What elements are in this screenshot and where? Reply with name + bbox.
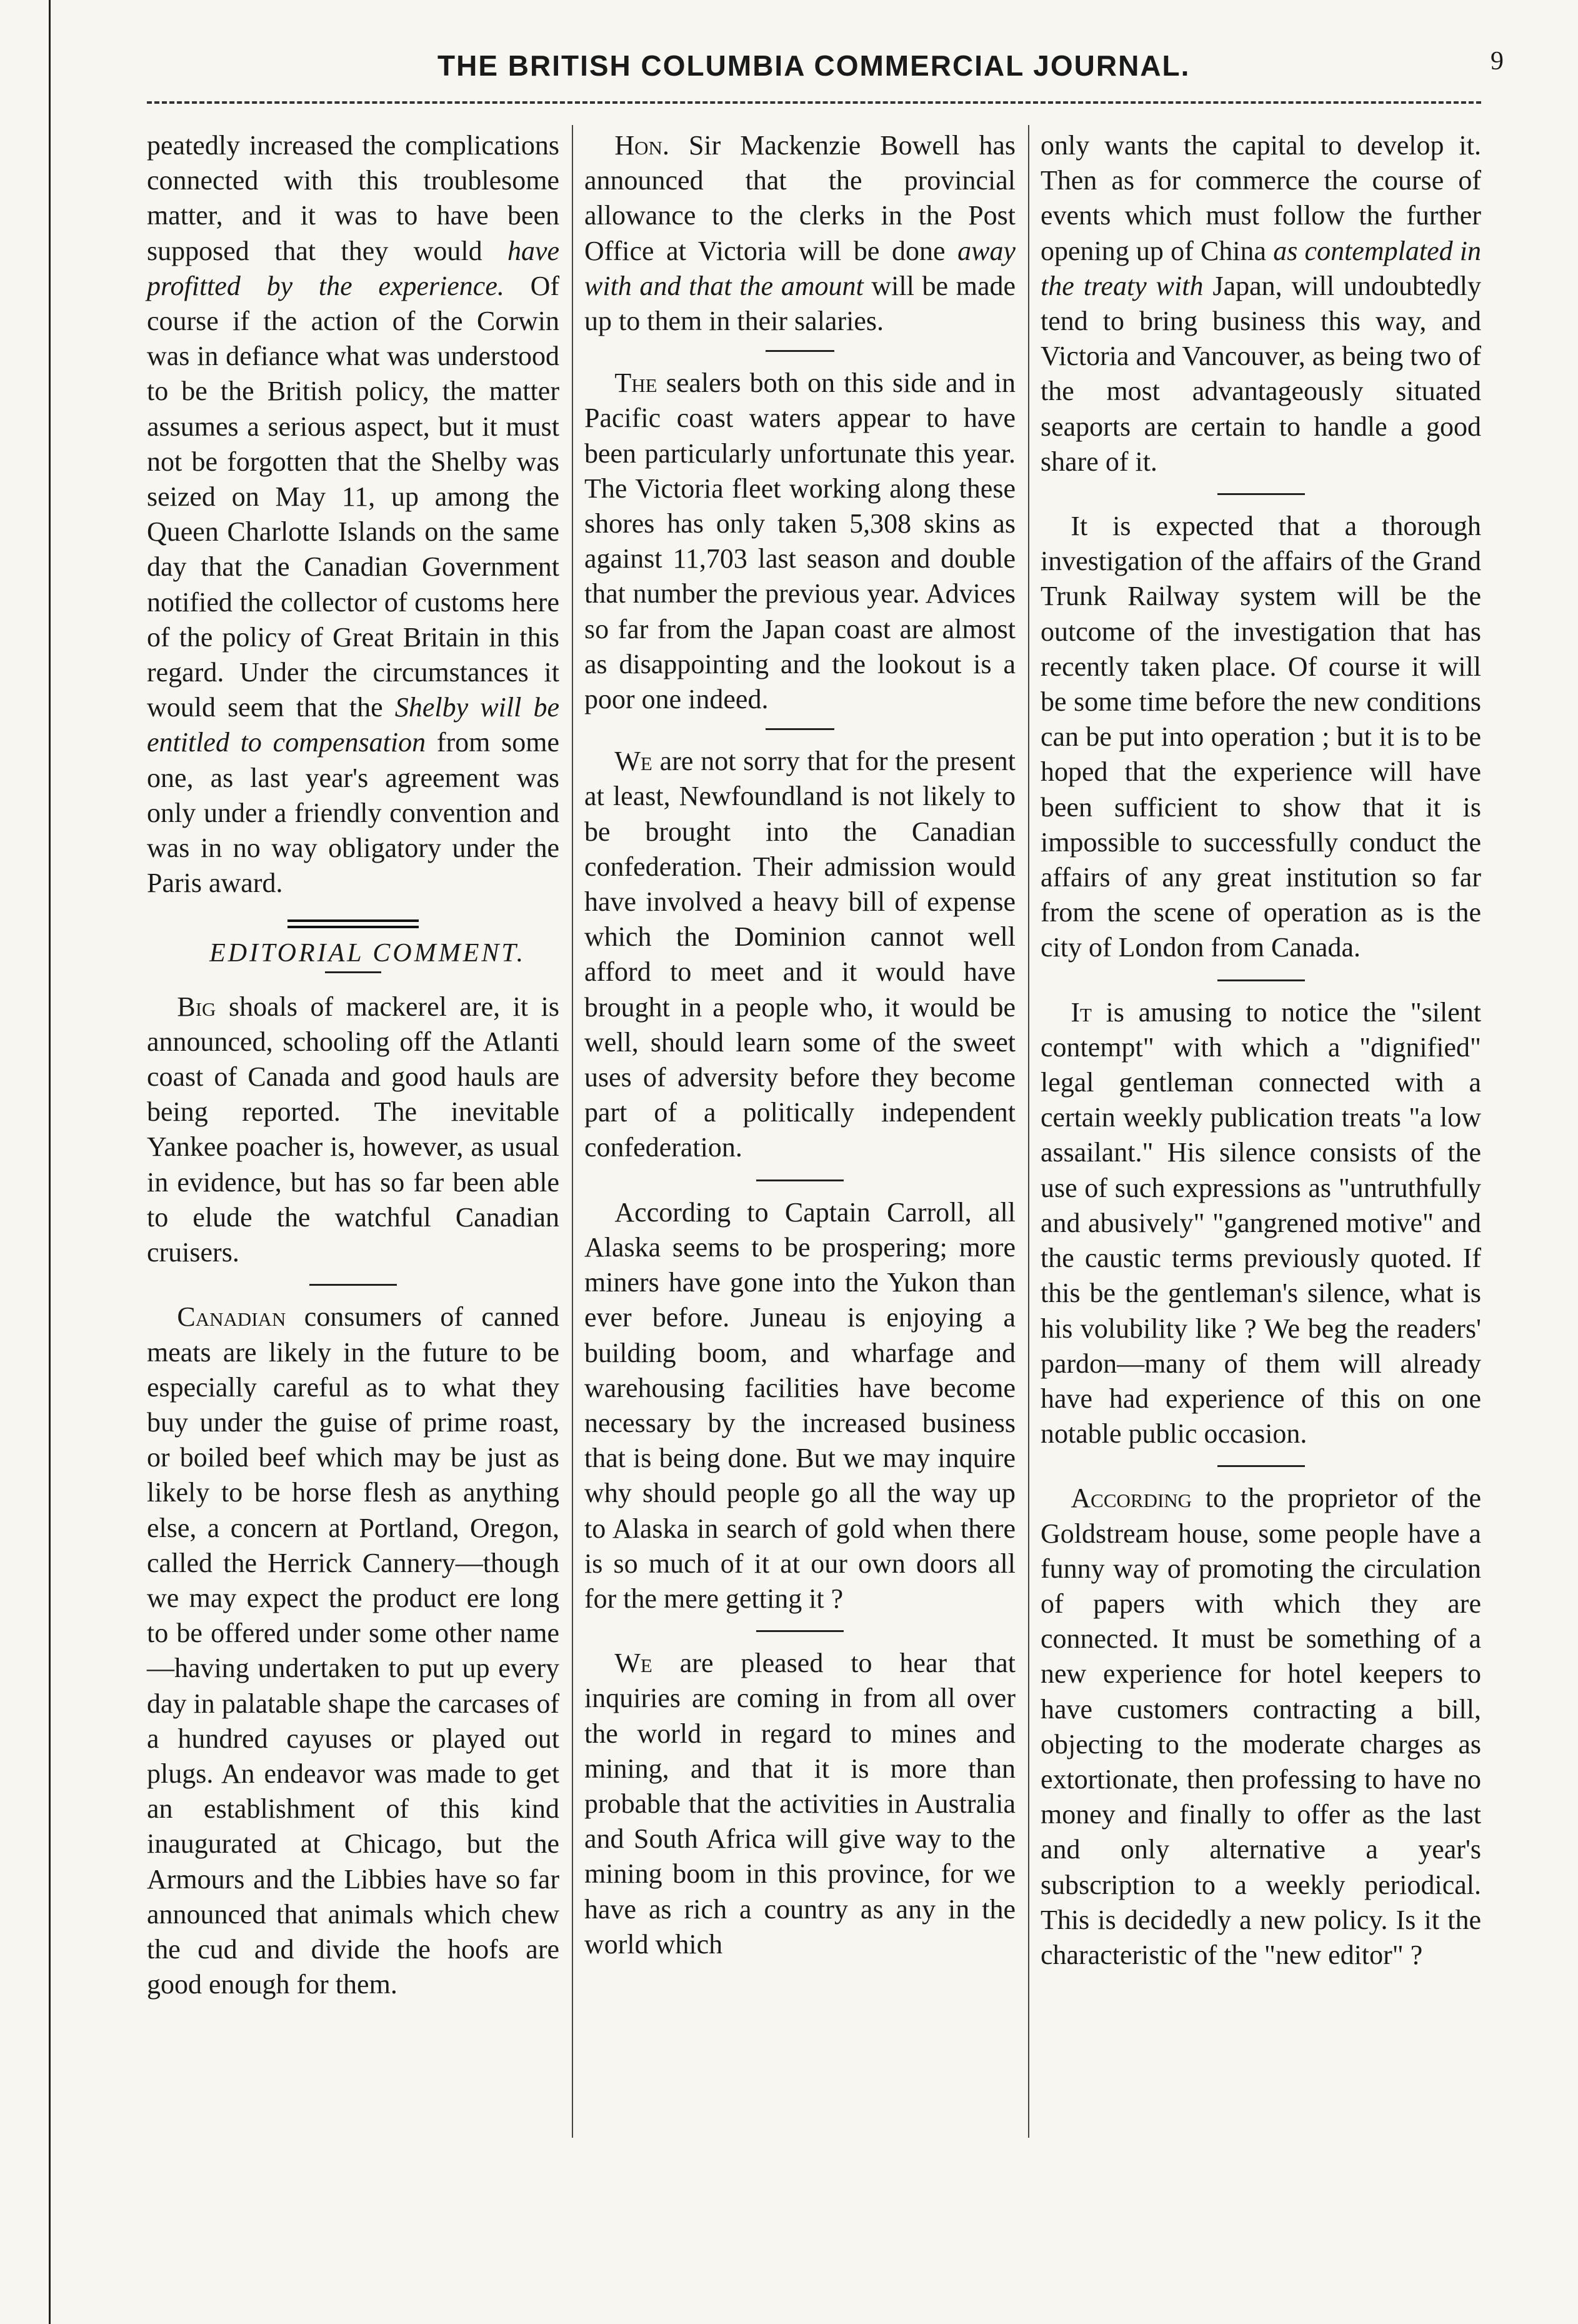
paragraph-grand-trunk: It is expected that a thorough investigation of the affairs of the Grand Trunk Railway system will be the outcome of the investigation that has recently taken place. Of course it will be some time before the new conditions can be put into operation ; but it is to be hoped that the experience will have been sufficient to show that it is impossible to successfully conduct the affairs of any great institution so far from the scene of operation as is the city of London from Canada. bbox=[1041, 511, 1481, 963]
column-3 bbox=[1041, 128, 1481, 1973]
separator bbox=[309, 1284, 397, 1286]
column-divider-2 bbox=[1028, 125, 1029, 2138]
section-heading: EDITORIAL COMMENT. bbox=[209, 939, 526, 968]
column-1 bbox=[147, 128, 559, 2002]
continued-article: peatedly increased the complications connected with this troublesome matter, and it was to have been supposed that they would have profitted by the experience. Of course if the action of the Corwin was in defiance what was understood to be the British policy, the matter assumes a serious aspect, but it must not be forgotten that the Shelby was seized on May 11, up among the Queen Charlotte Islands on the same day that the Canadian Government notified the collector of customs here of the policy of Great Britain in this regard. Under the circumstances it would seem that the Shelby will be entitled to compensation from some one, as last year's agreement was only under a friendly convention and was in no way obligatory under the Paris award. bbox=[147, 130, 560, 899]
paragraph-sealers: The sealers both on this side and in Pacific coast waters appear to have been particularly unfortunate this year. The Victoria fleet working along these shores has only taken 5,308 skins as against 11,703 last season and double that number the previous year. Advices so far from the Japan coast are almost as disappointing and the lookout is a poor one indeed. bbox=[584, 368, 1016, 715]
continued-paragraph: only wants the capital to develop it. Then as for commerce the course of events which must follow the further opening up of China as contemplated in the treaty with Japan, will undoubtedly tend to bring business this way, and Victoria and Vancouver, as being two of the most advantageously situated seaports are certain to handle a good share of it. bbox=[1041, 130, 1481, 477]
separator bbox=[1217, 979, 1305, 981]
column-divider-1 bbox=[572, 125, 573, 2138]
separator bbox=[756, 1630, 844, 1632]
paragraph-alaska: According to Captain Carroll, all Alaska seems to be prospering; more miners have gone into the Yukon than ever before. Juneau is enjoying a building boom, and wharfage and warehousing facilities have become necessary by the increased business that is being done. But we may inquire why should people go all the way up to Alaska in search of gold when there is so much of it at our own doors all for the mere getting it ? bbox=[584, 1196, 1016, 1614]
paragraph-mining: We are pleased to hear that inquiries are coming in from all over the world in regard to mines and mining, and that it is more than probable that the activities in Australia and South Africa will give way to the mining boom in this province, for we have as rich a country as any in the world which bbox=[584, 1648, 1016, 1960]
paragraph-newfoundland: We are not sorry that for the present at least, Newfoundland is not likely to be brought into the Canadian confederation. Their admission would have involved a heavy bill of expense which the Dominion cannot well afford to meet and it would have brought in a people who, it would be well, should learn some of the sweet uses of adversity before they become part of a politically independent confederation. bbox=[584, 746, 1016, 1163]
page-header-title: THE BRITISH COLUMBIA COMMERCIAL JOURNAL. bbox=[437, 49, 1191, 82]
paragraph-goldstream: According to the proprietor of the Goldstream house, some people have a funny way of promoting the circulation of papers with which they are connected. It must be something of a new experience for hotel keepers to have customers contracting a bill, objecting to the moderate charges as extortionate, then professing to have no money and finally to offer as the last and only alternative a year's subscription to a weekly periodical. This is decidedly a new policy. Is it the characteristic of the "new editor" ? bbox=[1041, 1483, 1481, 1970]
paragraph-silent-contempt: It is amusing to notice the "silent contempt" with which a "dignified" legal gentleman connected with a certain weekly publication treats "a low assailant." His silence consists of the use of such expressions as "untruthfully and abusively" "gangrened motive" and the caustic terms previously quoted. If this be the gentleman's silence, what is his volubility like ? We beg the readers' pardon—many of them will already have had experience of this on one notable public occasion. bbox=[1041, 996, 1481, 1450]
page-binding-edge bbox=[49, 0, 51, 2324]
page-number: 9 bbox=[1491, 47, 1504, 76]
separator bbox=[766, 350, 834, 352]
paragraph-post-office: Hon. Sir Mackenzie Bowell has announced that the provincial allowance to the clerks in the Post Office at Victoria will be done away with and that the amount will be made up to them in their salaries. bbox=[584, 130, 1016, 337]
header-rule bbox=[147, 101, 1481, 104]
separator bbox=[766, 728, 834, 730]
separator bbox=[1217, 493, 1305, 495]
separator bbox=[756, 1180, 844, 1181]
column-2 bbox=[584, 128, 1016, 1962]
double-rule bbox=[287, 919, 419, 928]
paragraph-mackerel: Big shoals of mackerel are, it is announced, schooling off the Atlanti coast of Canada and good hauls are being reported. The inevitable Yankee poacher is, however, as usual in evidence, but has so far been able to elude the watchful Canadian cruisers. bbox=[147, 991, 559, 1268]
separator bbox=[1217, 1465, 1305, 1467]
paragraph-canned-meats: Canadian consumers of canned meats are likely in the future to be especially careful as to what they buy under the guise of prime roast, or boiled beef which may be just as likely to be horse flesh as anything else, a concern at Portland, Oregon, called the Herrick Cannery—though we may expect the product ere long to be offered under some other name—having undertaken to put up every day in palatable shape the carcases of a hundred cayuses or played out plugs. An endeavor was made to get an establishment of this kind inaugurated at Chicago, but the Armours and the Libbies have so far announced that animals which chew the cud and divide the hoofs are good enough for them. bbox=[147, 1301, 559, 2000]
separator bbox=[325, 971, 381, 973]
